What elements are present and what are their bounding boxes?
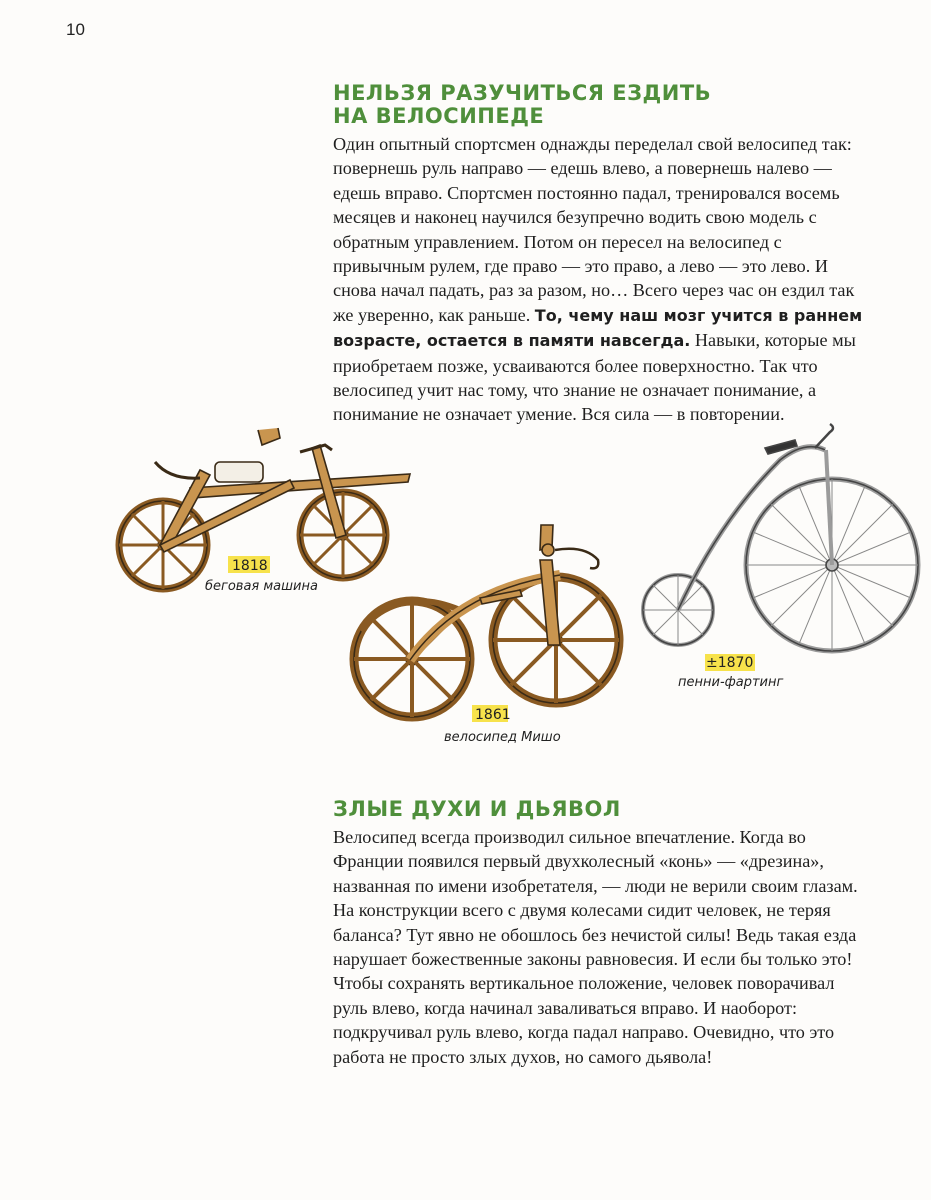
page-number: 10 xyxy=(66,20,85,39)
paragraph-bold-text: То, чему наш мозг учится в раннем возрасте, остается в памяти навсегда. xyxy=(333,305,863,351)
paragraph: Велосипед всегда производил сильное впечатление. Когда во Франции появился первый двухколесный «конь» — «дрезина», названная по имени изобретателя, — люди не верили своим глазам. На конструкции всего с двумя колесами сидит человек, не теряя баланса? Тут явно не обошлось без нечистой силы! Ведь такая езда нарушает божественные законы равновесия. И если бы только это! Чтобы сохранять вертикальное положение, человек поворачивал руль влево, когда начинал заваливаться вправо. И наоборот: подкручивал руль влево, когда падал направо. Очевидно, что это работа не просто злых духов, но самого дьявола! xyxy=(333,827,858,1067)
paragraph-text: Один опытный спортсмен однажды переделал свой велосипед так: повернешь руль направо — едешь влево, а повернешь налево — едешь вправо. Спортсмен постоянно падал, тренировался восемь месяцев и наконец научился безупречно водить свою модель с обратным управлением. Потом он пересел на велосипед с привычным рулем, где право — это право, а лево — это лево. И снова начал падать, раз за разом, но… Всего через час он ездил так же уверенно, как раньше. xyxy=(333,134,855,325)
paragraph-text-end: Навыки, которые мы приобретаем позже, усваиваются более поверхностно. Так что велосипед учит нас тому, что знание не означает понимание, а понимание не означает умение. Вся сила — в повторении. xyxy=(333,330,856,425)
section-title xyxy=(333,82,873,128)
bicycle-illustrations xyxy=(0,420,931,780)
title-line-2: НА ВЕЛОСИПЕДЕ xyxy=(333,104,545,128)
bike2-year: 1861 xyxy=(475,707,511,723)
title-line-1: НЕЛЬЗЯ РАЗУЧИТЬСЯ ЕЗДИТЬ xyxy=(333,81,712,105)
bike1-year: 1818 xyxy=(232,558,268,574)
section-bicycle-memory xyxy=(333,82,873,427)
bike3-year: ±1870 xyxy=(706,655,754,671)
bike1-caption: беговая машина xyxy=(205,579,318,594)
penny-farthing-illustration xyxy=(643,424,918,651)
bike3-caption: пенни-фартинг xyxy=(678,675,784,690)
michaux-illustration xyxy=(354,525,619,717)
bike2-caption: велосипед Мишо xyxy=(444,730,561,745)
paragraph xyxy=(333,132,873,427)
section-title: ЗЛЫЕ ДУХИ И ДЬЯВОЛ xyxy=(333,797,621,821)
section-evil-spirits xyxy=(333,798,873,1069)
